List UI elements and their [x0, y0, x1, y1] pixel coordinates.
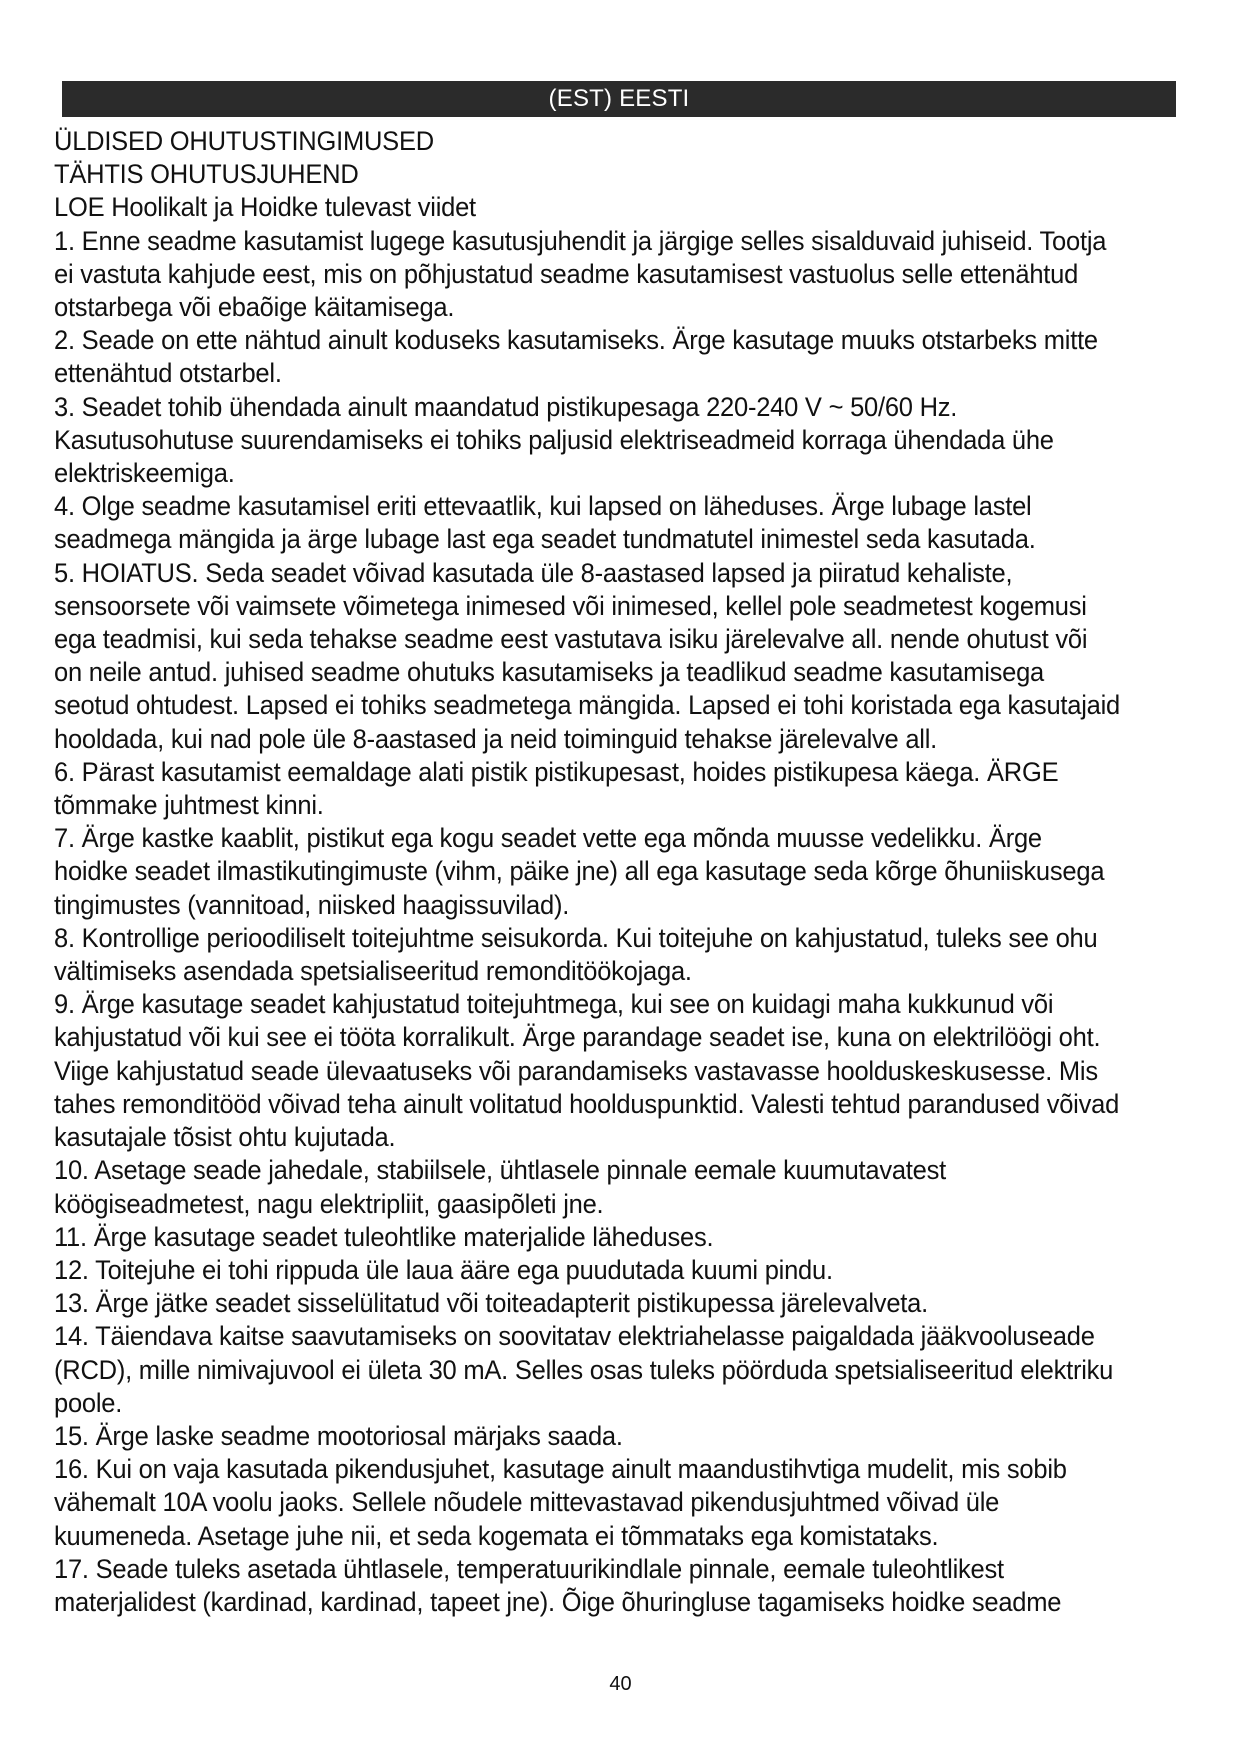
instruction-item-2: 2. Seade on ette nähtud ainult koduseks kasutamiseks. Ärge kasutage muuks otstarbeks mitte ettenähtud otstarbel. [54, 325, 1098, 389]
instruction-item-5: 5. HOIATUS. Seda seadet võivad kasutada üle 8-aastased lapsed ja piiratud kehaliste, sensoorsete või vaimsete võimetega inimesed või inimesed, kellel pole seadmetest kogemusi ega teadmisi, kui seda tehakse seadme eest vastutava isiku järelevalve all. nende ohutust või on neile antud. juhised seadme ohutuks kasutamiseks ja teadlikud seadme kasutamisega seotud ohtudest. Lapsed ei tohiks seadmetega mängida. Lapsed ei tohi koristada ega kasutajaid hooldada, kui nad pole üle 8-aastased ja neid toiminguid tehakse järelevalve all. [54, 557, 1121, 754]
instruction-item-8: 8. Kontrollige perioodiliselt toitejuhtme seisukorda. Kui toitejuhe on kahjustatud, tuleks see ohu vältimiseks asendada spetsialiseeritud remonditöökojaga. [54, 922, 1098, 987]
heading-general-safety: ÜLDISED OHUTUSTINGIMUSED [54, 126, 434, 156]
instruction-item-3: 3. Seadet tohib ühendada ainult maandatud pistikupesaga 220-240 V ~ 50/60 Hz. Kasutusohutuse suurendamiseks ei tohiks paljusid elektriseadmeid korraga ühendada ühe elektriskeemiga. [54, 391, 1054, 489]
instruction-item-14: 14. Täiendava kaitse saavutamiseks on soovitatav elektriahelasse paigaldada jääkvooluseade (RCD), mille nimivajuvool ei ületa 30 mA. Selles osas tuleks pöörduda spetsialiseeritud elektriku poole. [54, 1321, 1114, 1418]
instruction-item-9: 9. Ärge kasutage seadet kahjustatud toitejuhtmega, kui see on kuidagi maha kukkunud või kahjustatud või kui see ei tööta korralikult. Ärge parandage seadet ise, kuna on elektrilöögi oht. Viige kahjustatud seade ülevaatuseks või parandamiseks vastavasse hoolduskeskusesse. Mis tahes remonditööd võivad teha ainult volitatud hoolduspunktid. Valesti tehtud parandused võivad kasutajale tõsist ohtu kujutada. [54, 989, 1120, 1153]
heading-important-safety: TÄHTIS OHUTUSJUHEND [54, 159, 359, 190]
language-header-bar: (EST) EESTI [62, 81, 1176, 117]
safety-instructions-body [54, 125, 1122, 1619]
instruction-item-13: 13. Ärge jätke seadet sisselülitatud või toiteadapterit pistikupessa järelevalveta. [54, 1288, 928, 1319]
instruction-item-6: 6. Pärast kasutamist eemaldage alati pistik pistikupesast, hoides pistikupesa käega. ÄRGE tõmmake juhtmest kinni. [54, 756, 1059, 821]
instruction-item-10: 10. Asetage seade jahedale, stabiilsele, ühtlasele pinnale eemale kuumutavatest köögiseadmetest, nagu elektripliit, gaasipõleti jne. [54, 1155, 946, 1219]
instruction-item-12: 12. Toitejuhe ei tohi rippuda üle laua ääre ega puudutada kuumi pindu. [54, 1254, 833, 1285]
instruction-item-17: 17. Seade tuleks asetada ühtlasele, temperatuurikindlale pinnale, eemale tuleohtlikest materjalidest (kardinad, kardinad, tapeet jne). Õige õhuringluse tagamiseks hoidke seadme [54, 1553, 1062, 1617]
heading-read-carefully: LOE Hoolikalt ja Hoidke tulevast viidet [54, 192, 476, 223]
instruction-item-1: 1. Enne seadme kasutamist lugege kasutusjuhendit ja järgige selles sisalduvaid juhiseid. Tootja ei vastuta kahjude eest, mis on põhjustatud seadme kasutamisest vastuolus selle ettenähtud otstarbega või ebaõige käitamisega. [54, 225, 1107, 323]
instruction-item-16: 16. Kui on vaja kasutada pikendusjuhet, kasutage ainult maandustihvtiga mudelit, mis sobib vähemalt 10A voolu jaoks. Sellele nõudele mittevastavad pikendusjuhtmed võivad üle kuumeneda. Asetage juhe nii, et seda kogemata ei tõmmataks ega komistataks. [54, 1454, 1067, 1551]
instruction-item-15: 15. Ärge laske seadme mootoriosal märjaks saada. [54, 1420, 623, 1451]
page-number: 40 [609, 1673, 632, 1695]
instruction-item-11: 11. Ärge kasutage seadet tuleohtlike materjalide läheduses. [54, 1221, 714, 1252]
instruction-item-4: 4. Olge seadme kasutamisel eriti ettevaatlik, kui lapsed on läheduses. Ärge lubage lastel seadmega mängida ja ärge lubage last ega seadet tundmatutel inimestel seda kasutada. [54, 491, 1036, 555]
instruction-item-7: 7. Ärge kastke kaablit, pistikut ega kogu seadet vette ega mõnda muusse vedelikku. Ärge hoidke seadet ilmastikutingimuste (vihm, päike jne) all ega kasutage seda kõrge õhuniiskusega tingimustes (vannitoad, niisked haagissuvilad). [54, 823, 1105, 920]
